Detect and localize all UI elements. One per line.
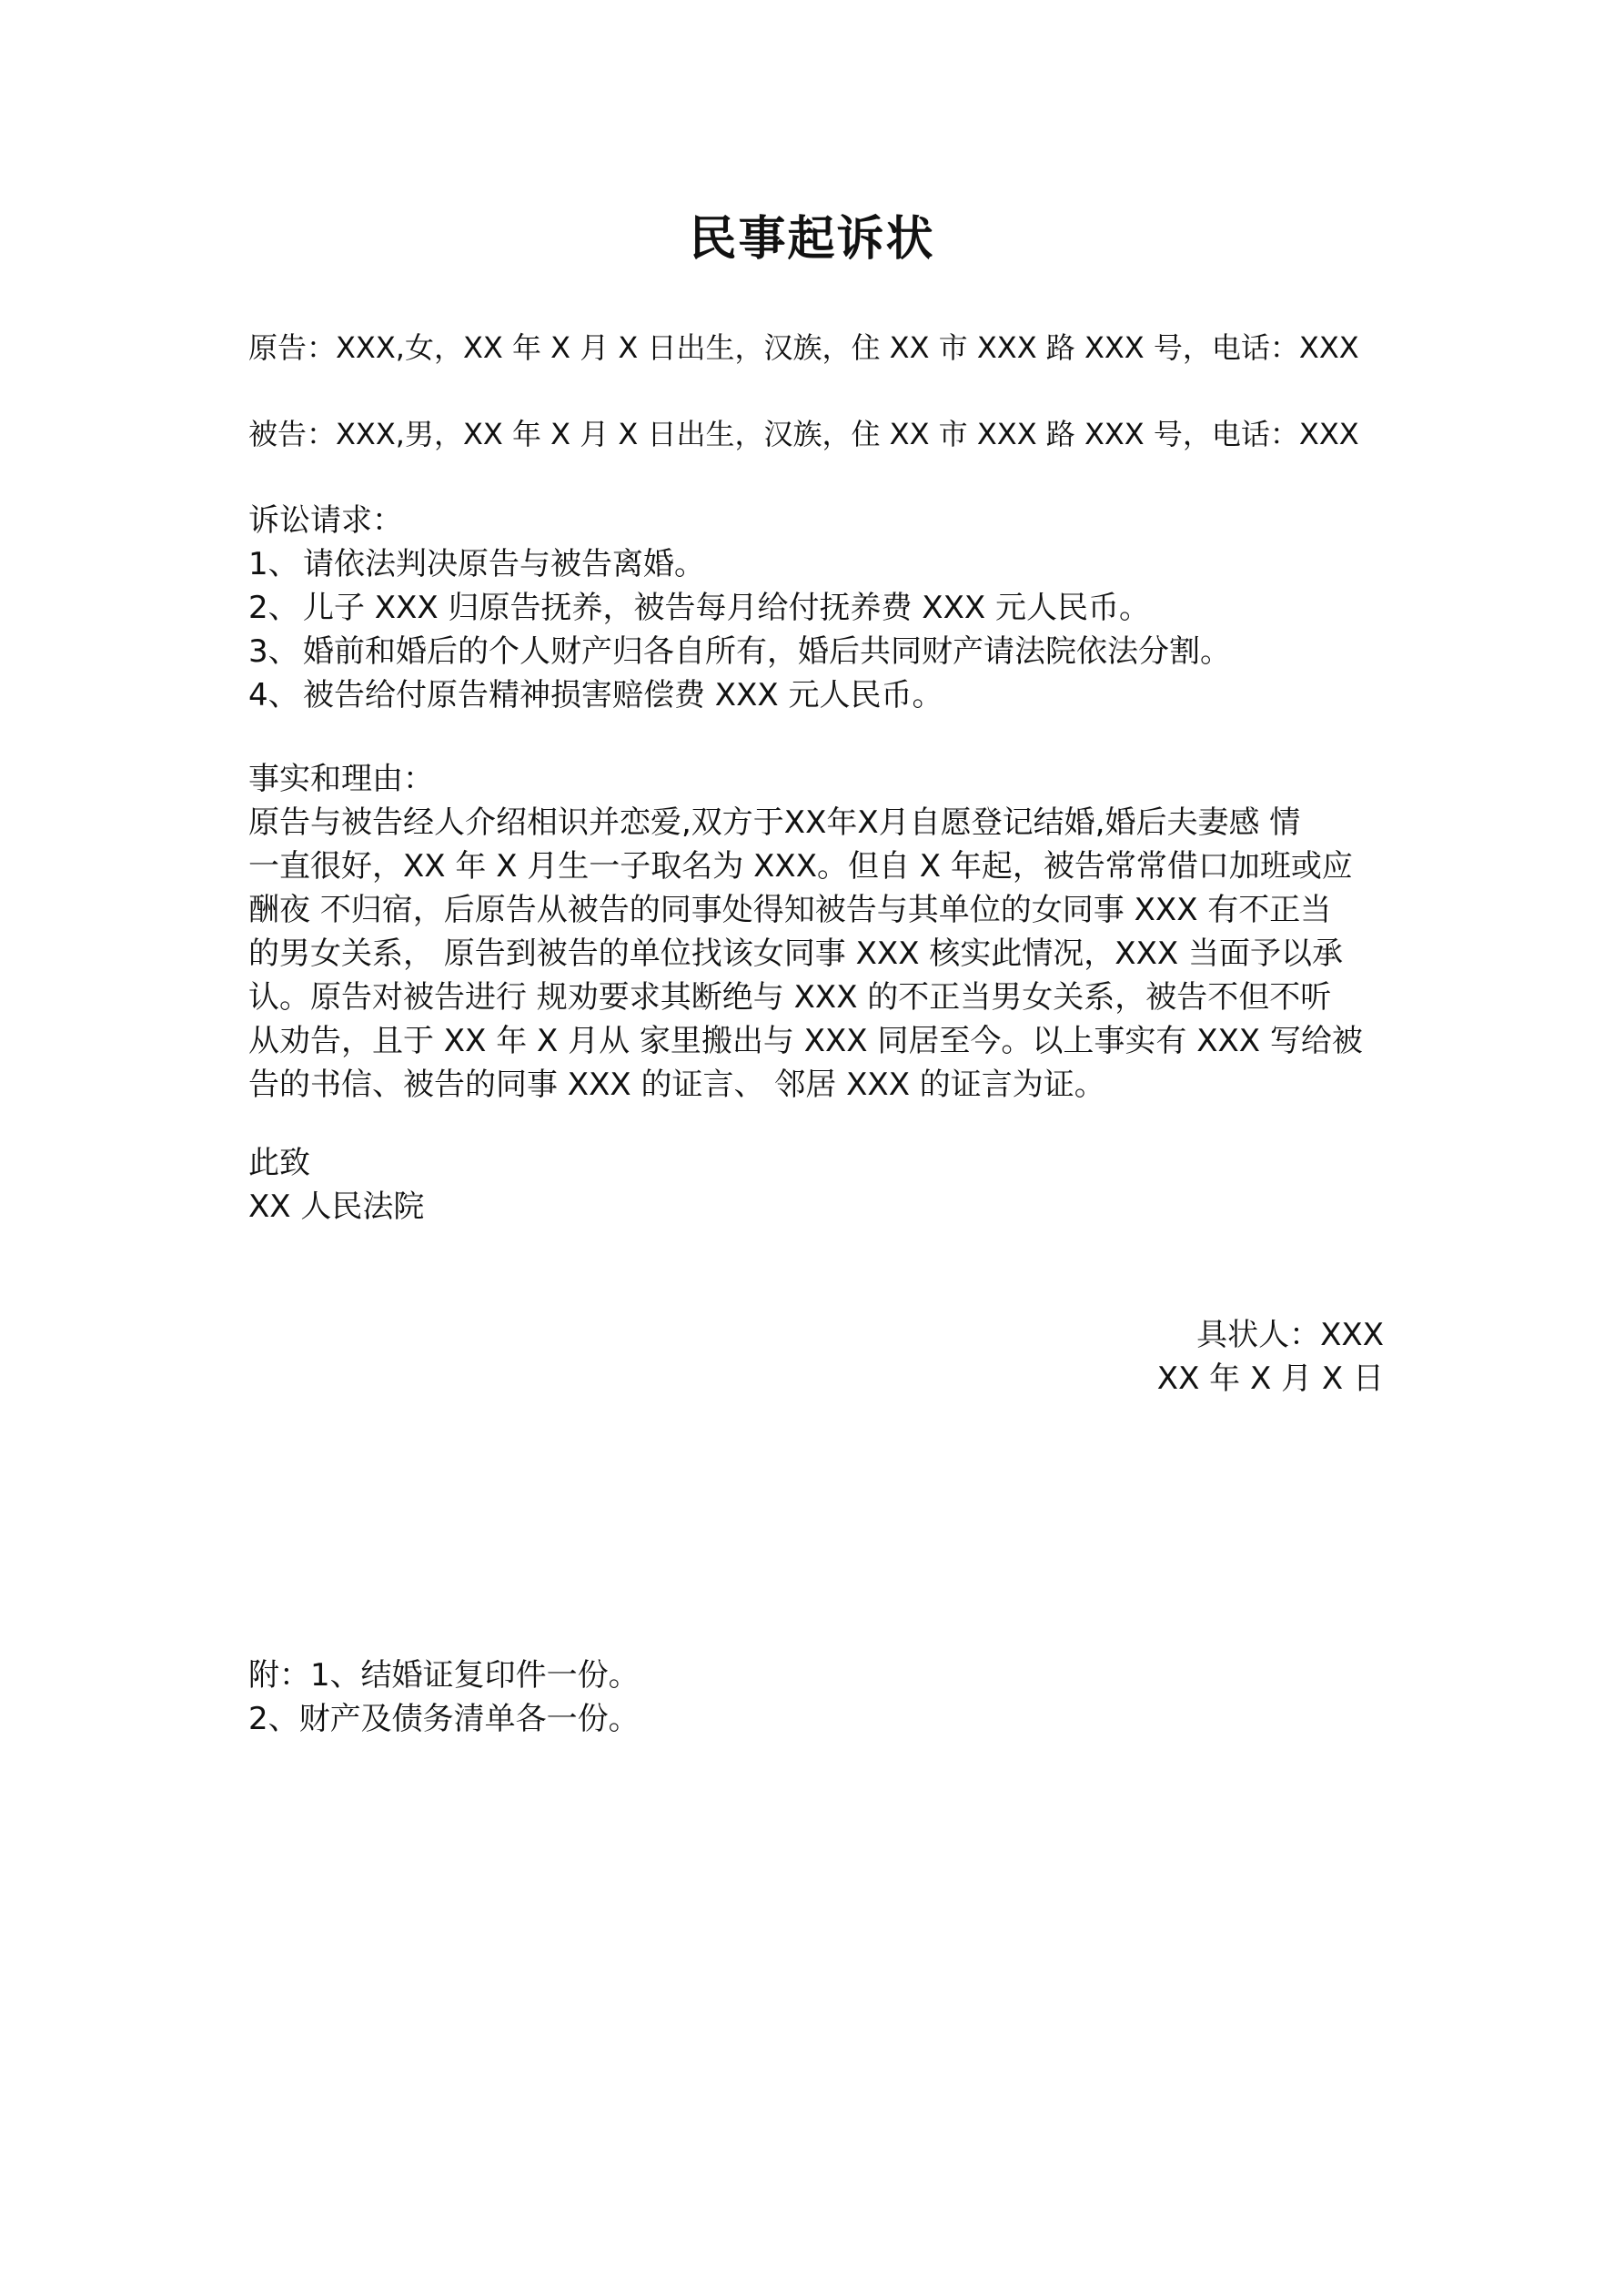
facts-line: 认。原告对被告进行 规劝要求其断绝与 XXX 的不正当男女关系，被告不但不听 [248,979,1332,1016]
claim-text: 儿子 XXX 归原告抚养，被告每月给付抚养费 XXX 元人民币。 [303,590,1150,626]
facts-line: 原告与被告经人介绍相识并恋爱,双方于XX年X月自愿登记结婚,婚后夫妻感 情 [248,804,1301,841]
facts-line: 从劝告，且于 XX 年 X 月从 家里搬出与 XXX 同居至今。以上事实有 XXX 写给被 [248,1023,1363,1059]
facts-line: 酬夜 不归宿，后原告从被告的同事处得知被告与其单位的女同事 XXX 有不正当 [248,892,1332,928]
claim-number: 4、 [248,677,299,713]
plaintiff-info [248,326,1384,369]
attachment-item: 2、财产及债务清单各一份。 [248,1701,640,1737]
claim-number: 1、 [248,546,299,582]
facts-line: 一直很好，XX 年 X 月生一子取名为 XXX。但自 X 年起，被告常常借口加班或应 [248,848,1353,885]
signature-date: XX 年 X 月 X 日 [1156,1360,1384,1397]
facts-line: 的男女关系， 原告到被告的单位找该女同事 XXX 核实此情况，XXX 当面予以承 [248,936,1343,972]
claims-section [248,499,1384,717]
claim-item [248,630,1384,673]
facts-line: 告的书信、被告的同事 XXX 的证言、 邻居 XXX 的证言为证。 [248,1067,1105,1103]
claim-text: 被告给付原告精神损害赔偿费 XXX 元人民币。 [303,677,943,713]
claims-heading: 诉讼请求： [248,502,403,539]
defendant-line: 被告：XXX,男，XX 年 X 月 X 日出生，汉族，住 XX 市 XXX 路 XXX 号，电话：XXX [248,417,1359,451]
claim-item [248,673,1384,717]
facts-section [248,757,1384,1107]
claim-number: 3、 [248,633,299,670]
claim-item [248,542,1384,586]
signer: 具状人：XXX [1196,1317,1384,1353]
attachments-section [248,1654,1384,1741]
claim-text: 婚前和婚后的个人财产归各自所有，婚后共同财产请法院依法分割。 [303,633,1231,670]
defendant-info [248,412,1384,456]
claim-item [248,586,1384,630]
closing-section [248,1141,1384,1229]
court-name: XX 人民法院 [248,1188,425,1225]
claim-text: 请依法判决原告与被告离婚。 [303,546,705,582]
claim-number: 2、 [248,590,299,626]
signature-block [1157,1313,1384,1401]
salutation: 此致 [248,1145,310,1181]
attachment-item: 附：1、结婚证复印件一份。 [248,1657,640,1694]
facts-heading: 事实和理由： [248,761,434,797]
plaintiff-line: 原告：XXX,女，XX 年 X 月 X 日出生，汉族，住 XX 市 XXX 路 XXX 号，电话：XXX [248,330,1359,365]
document-title: 民事起诉状 [689,212,935,267]
